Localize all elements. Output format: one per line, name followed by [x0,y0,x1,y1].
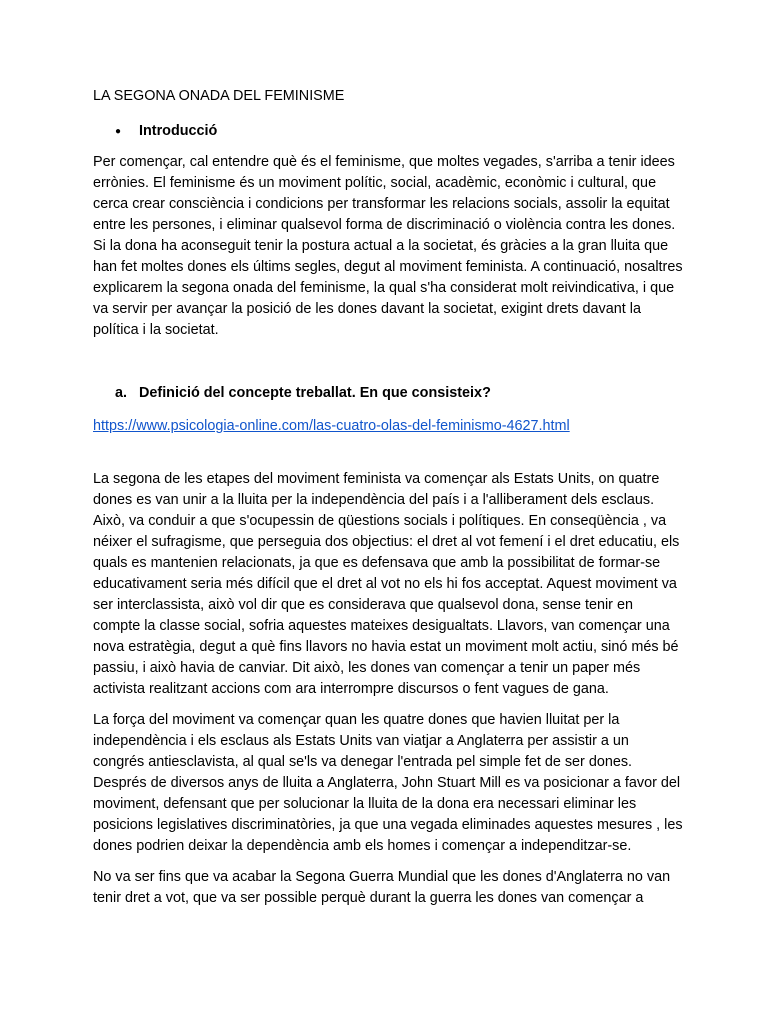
document-title: LA SEGONA ONADA DEL FEMINISME [93,88,345,104]
section-marker: a. [115,385,128,401]
bullet-icon: ● [115,126,122,137]
section-heading: Definició del concepte treballat. En que consisteix? [139,385,491,401]
source-link[interactable]: https://www.psicologia-online.com/las-cuatro-olas-del-feminismo-4627.html [93,418,570,434]
intro-paragraph: Per començar, cal entendre què és el feminisme, que moltes vegades, s'arriba a tenir idees errònies. El feminisme és un moviment polític, social, acadèmic, econòmic i cultural, que cerca crear consciència i condicions per transformar les relacions socials, assolir la equitat entre les persones, i eliminar qualsevol forma de discriminació o violència contra les dones. Si la dona ha aconseguit tenir la postura actual a la societat, és gràcies a la gran lluita que han fet moltes dones els últims segles, degut al moviment feminista. A continuació, nosaltres explicarem la segona onada del feminisme, la qual s'ha considerat molt reivindicativa, i que va servir per avançar la posició de les dones davant la societat, exigint drets davant la política i la societat. [93,154,683,338]
paragraph-2: La força del moviment va començar quan les quatre dones que havien lluitat per la independència i els esclaus als Estats Units van viatjar a Anglaterra per assistir a un congrés antiesclavista, al qual se'ls va denegar l'entrada pel simple fet de ser dones. Després de diversos anys de lluita a Anglaterra, John Stuart Mill es va posicionar a favor del moviment, defensant que per solucionar la lluita de la dona era necessari eliminar les posicions legislatives discriminatòries, ja que una vegada eliminades aquestes mesures , les dones podrien deixar la dependència amb els homes i començar a independitzar-se. [93,712,683,854]
paragraph-3: No va ser fins que va acabar la Segona Guerra Mundial que les dones d'Anglaterra no van tenir dret a vot, que va ser possible perquè durant la guerra les dones van començar a [93,869,671,906]
document-page [93,86,683,909]
paragraph-1: La segona de les etapes del moviment feminista va començar als Estats Units, on quatre dones es van unir a la lluita per la independència del país i a l'alliberament dels esclaus. Això, va conduir a que s'ocupessin de qüestions socials i polítiques. En conseqüència , va néixer el sufragisme, que perseguia dos objectius: el dret al vot femení i el dret educatiu, els quals es mantenien relacionats, ja que es defensava que amb la possibilitat de formar-se educativament seria més difícil que el dret al vot no els hi fos acceptat. Aquest moviment va ser interclassista, això vol dir que es considerava que qualsevol dona, sense tenir en compte la classe social, sofria aquestes mateixes desigualtats. Llavors, van començar una nova estratègia, degut a què fins llavors no havia estat un moviment molt actiu, sinó més bé passiu, i això havia de canviar. Dit això, les dones van començar a tenir un paper més activista realitzant accions com ara interrompre discursos o fent vagues de gana. [93,471,680,697]
section-heading-row [93,383,683,404]
intro-heading-row [93,121,683,142]
intro-heading: Introducció [139,123,218,139]
